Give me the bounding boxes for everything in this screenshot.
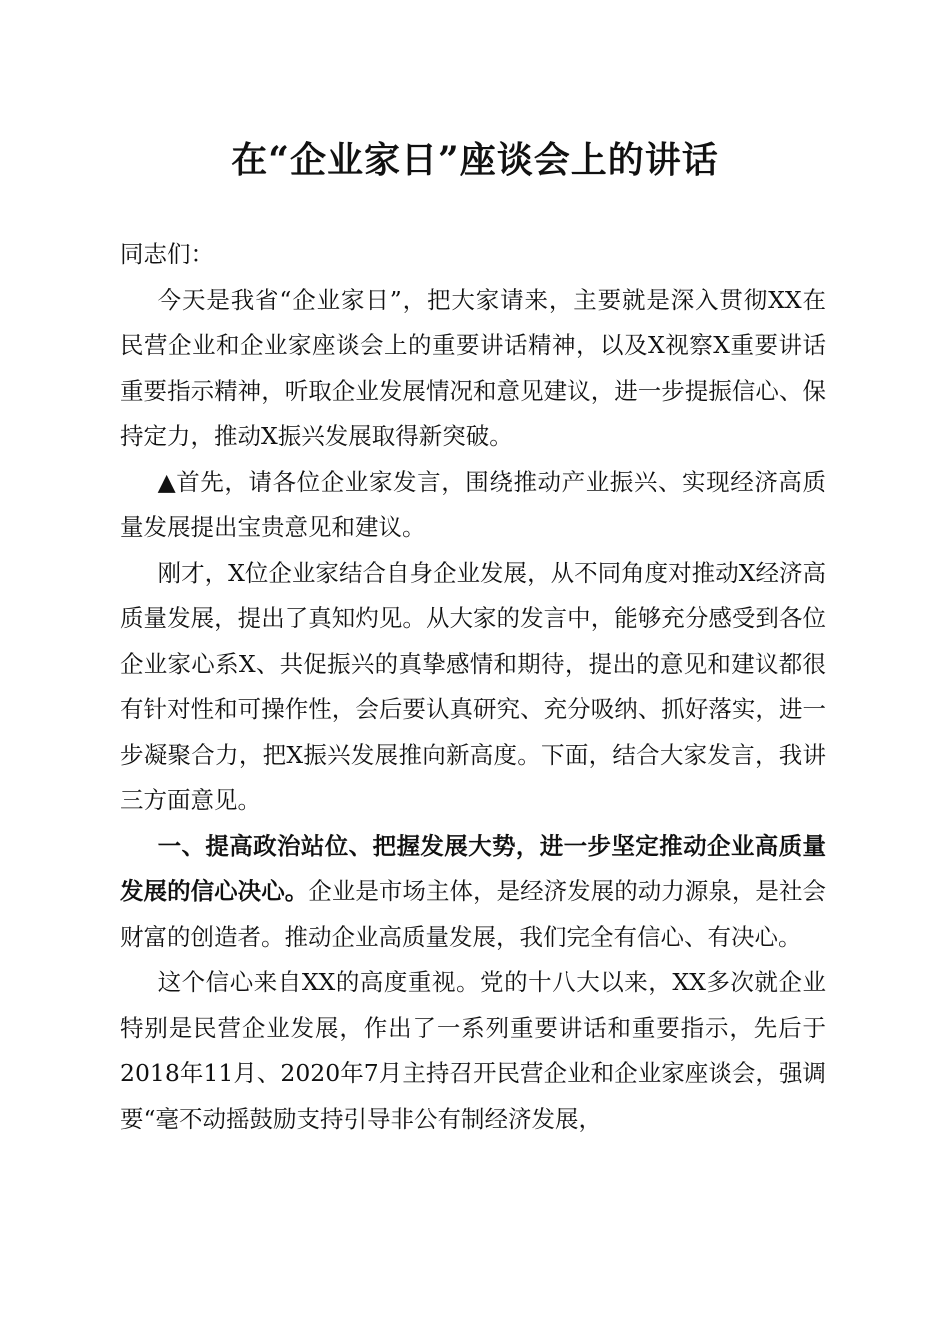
section-one-heading: 一、提高政治站位、把握发展大势，进一步坚定推动企业高质量发展的信心决心。 xyxy=(120,831,826,905)
paragraph-first-agenda: ▲首先，请各位企业家发言，围绕推动产业振兴、实现经济高质量发展提出宝贵意见和建议。 xyxy=(120,467,826,541)
document-title: 在“企业家日”座谈会上的讲话 xyxy=(231,139,719,181)
paragraph-summary: 刚才，X位企业家结合自身企业发展，从不同角度对推动X经济高质量发展，提出了真知灼见。从大家的发言中，能够充分感受到各位企业家心系X、共促振兴的真挚感情和期待，提出的意见和建议都很有针对性和可操作性，会后要认真研究、充分吸纳、抓好落实，进一步凝聚合力，把X振兴发展推向新高度。下面，结合大家发言，我讲三方面意见。 xyxy=(120,558,826,814)
section-one-text: 企业是市场主体，是经济发展的动力源泉，是社会财富的创造者。推动企业高质量发展，我们完全有信心、有决心。 xyxy=(120,877,827,951)
document-body xyxy=(120,232,826,1142)
salutation: 同志们： xyxy=(120,240,214,268)
paragraph-confidence: 这个信心来自XX的高度重视。党的十八大以来，XX多次就企业特别是民营企业发展，作出了一系列重要讲话和重要指示，先后于2018年11月、2020年7月主持召开民营企业和企业家座谈会，强调要“毫不动摇鼓励支持引导非公有制经济发展， xyxy=(120,968,826,1133)
section-one-paragraph xyxy=(120,824,826,961)
paragraph-intro: 今天是我省“企业家日”，把大家请来，主要就是深入贯彻XX在民营企业和企业家座谈会上的重要讲话精神，以及X视察X重要讲话重要指示精神，听取企业发展情况和意见建议，进一步提振信心、保持定力，推动X振兴发展取得新突破。 xyxy=(120,285,826,450)
